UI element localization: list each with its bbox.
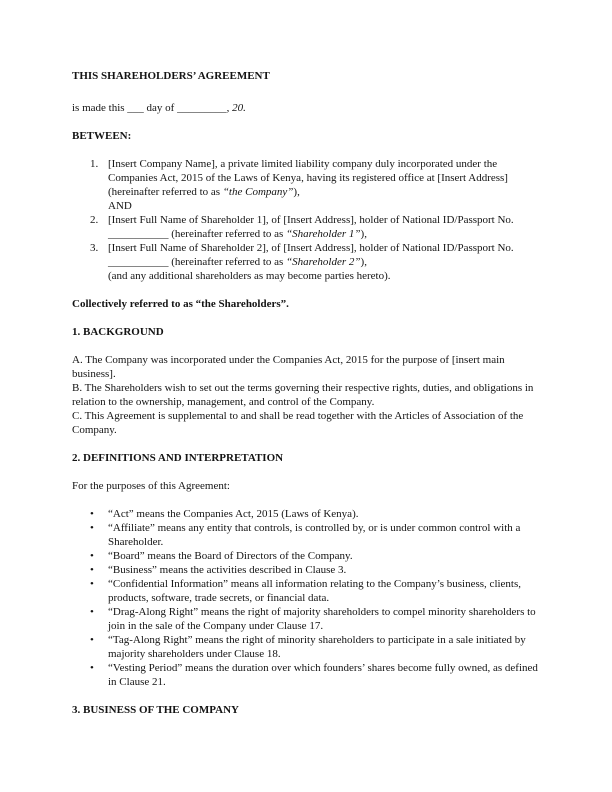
party-text-after: ), [360, 228, 367, 240]
defined-term: “Shareholder 2” [286, 256, 361, 268]
definition-text: “Confidential Information” means all information relating to the Company’s business, clients, products, software, trade secrets, or financial data. [108, 578, 522, 604]
bullet-icon: • [90, 578, 94, 590]
between-label: BETWEEN: [72, 130, 132, 142]
definition-item-confidential-information [72, 577, 540, 605]
party-number: 2. [90, 214, 99, 226]
party-number: 3. [90, 242, 99, 254]
party-number: 1. [90, 158, 99, 170]
date-line-year: 20. [232, 102, 246, 114]
party-text: [Insert Company Name], a private limited liability company duly incorporated under the Companies Act, 2015 of the Laws of Kenya, having its registered office at [Insert Address] (hereinafter referred to as [108, 158, 508, 198]
document-title: THIS SHAREHOLDERS’ AGREEMENT [72, 70, 270, 82]
definitions-lead-in: For the purposes of this Agreement: [72, 480, 230, 492]
party-item-shareholder-2 [72, 241, 540, 283]
party-text: [Insert Full Name of Shareholder 1], of [Insert Address], holder of National ID/Passport No. ___________ (hereinafter referred to as [108, 214, 514, 240]
background-recitals [72, 353, 540, 437]
definition-item-tag-along-right [72, 633, 540, 661]
bullet-icon: • [90, 522, 94, 534]
party-item-company [72, 157, 540, 213]
bullet-icon: • [90, 634, 94, 646]
definition-text: “Vesting Period” means the duration over which founders’ shares become fully owned, as defined in Clause 21. [108, 662, 538, 688]
date-line [72, 101, 540, 115]
collectively-line: Collectively referred to as “the Shareholders”. [72, 298, 289, 310]
party-text-after: ), [360, 256, 367, 268]
definition-item-drag-along-right [72, 605, 540, 633]
party-item-shareholder-1 [72, 213, 540, 241]
definition-text: “Board” means the Board of Directors of the Company. [108, 550, 353, 562]
section-heading-business: 3. BUSINESS OF THE COMPANY [72, 704, 239, 716]
recital-a: A. The Company was incorporated under the Companies Act, 2015 for the purpose of [insert main business]. [72, 354, 505, 380]
bullet-icon: • [90, 550, 94, 562]
bullet-icon: • [90, 508, 94, 520]
section-heading-background: 1. BACKGROUND [72, 326, 164, 338]
section-heading-definitions: 2. DEFINITIONS AND INTERPRETATION [72, 452, 284, 464]
parties-list [72, 157, 540, 283]
date-line-text: is made this ___ day of _________, [72, 102, 233, 114]
party-continuation: (and any additional shareholders as may become parties hereto). [108, 270, 391, 282]
party-text: [Insert Full Name of Shareholder 2], of [Insert Address], holder of National ID/Passport No. ___________ (hereinafter referred to as [108, 242, 514, 268]
definition-item-business [72, 563, 540, 577]
party-text-after: ), [293, 186, 300, 198]
bullet-icon: • [90, 662, 94, 674]
definition-item-act [72, 507, 540, 521]
definition-text: “Affiliate” means any entity that controls, is controlled by, or is under common control with a Shareholder. [108, 522, 521, 548]
party-continuation: AND [108, 200, 132, 212]
definition-item-vesting-period [72, 661, 540, 689]
defined-term: “the Company” [222, 186, 294, 198]
recital-b: B. The Shareholders wish to set out the terms governing their respective rights, duties, and obligations in relation to the ownership, management, and control of the Company. [72, 382, 534, 408]
definition-text: “Act” means the Companies Act, 2015 (Laws of Kenya). [108, 508, 359, 520]
bullet-icon: • [90, 606, 94, 618]
definition-item-affiliate [72, 521, 540, 549]
definition-text: “Business” means the activities described in Clause 3. [108, 564, 347, 576]
defined-term: “Shareholder 1” [286, 228, 361, 240]
definition-item-board [72, 549, 540, 563]
recital-c: C. This Agreement is supplemental to and shall be read together with the Articles of Association of the Company. [72, 410, 524, 436]
bullet-icon: • [90, 564, 94, 576]
definition-text: “Drag-Along Right” means the right of majority shareholders to compel minority shareholders to join in the sale of the Company under Clause 17. [108, 606, 536, 632]
definitions-list [72, 507, 540, 689]
definition-text: “Tag-Along Right” means the right of minority shareholders to participate in a sale initiated by majority shareholders under Clause 18. [108, 634, 526, 660]
